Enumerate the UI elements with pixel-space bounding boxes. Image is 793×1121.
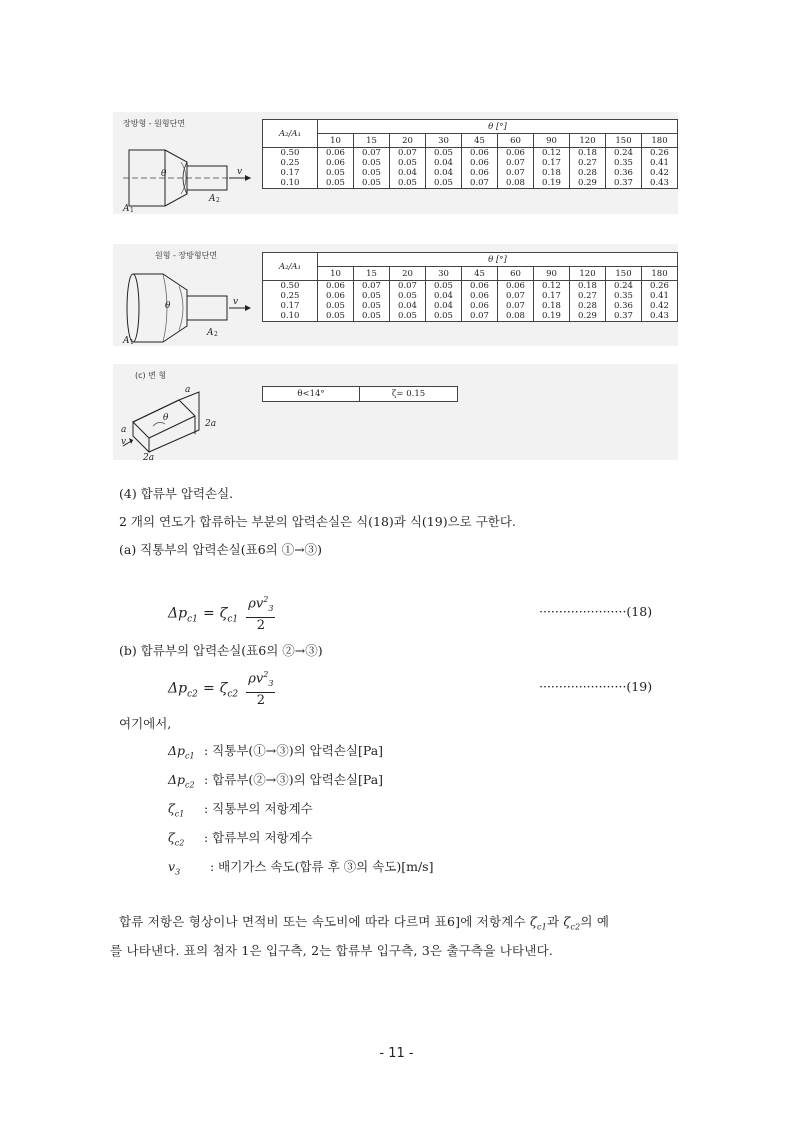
velocity-label: v — [233, 297, 239, 307]
velocity-label: v — [121, 437, 127, 447]
value-cell: 0.29 — [570, 178, 606, 189]
angle-cell: 60 — [498, 134, 534, 148]
angle-cell: 45 — [462, 134, 498, 148]
angle-cell: 90 — [534, 267, 570, 281]
ratio-cell: 0.25 — [263, 158, 318, 168]
value-cell: 0.08 — [498, 178, 534, 189]
round-to-rect-transition-diagram — [121, 264, 261, 344]
value-cell: 0.24 — [606, 148, 642, 159]
dimension-a-left: a — [121, 425, 127, 435]
value-cell: 0.35 — [606, 291, 642, 301]
svg-text:2: 2 — [216, 197, 220, 204]
rect-to-round-transition-diagram — [121, 132, 261, 212]
page-number: - 11 - — [379, 1046, 414, 1061]
angle-cell: 150 — [606, 267, 642, 281]
value-cell: 0.04 — [390, 301, 426, 311]
area-a1-label: A — [123, 336, 130, 344]
angle-cell: 180 — [642, 267, 678, 281]
value-cell: 0.37 — [606, 311, 642, 322]
value-cell: 0.07 — [498, 158, 534, 168]
dimension-2a-bottom: 2a — [143, 453, 155, 460]
svg-text:2: 2 — [214, 331, 218, 338]
value-cell: 0.06 — [498, 281, 534, 292]
value-cell: 0.19 — [534, 178, 570, 189]
value-cell: 0.07 — [390, 148, 426, 159]
value-cell: 0.05 — [354, 178, 390, 189]
value-cell: 0.06 — [318, 281, 354, 292]
value-cell: 0.28 — [570, 301, 606, 311]
value-cell: 0.06 — [462, 301, 498, 311]
angle-row — [263, 267, 678, 281]
value-cell: 0.27 — [570, 291, 606, 301]
value-cell: 0.04 — [426, 158, 462, 168]
definition-row: $\Delta p_{c1}$ : 직통부(①→③)의 압력손실[Pa] — [168, 743, 384, 761]
angle-row — [263, 134, 678, 148]
offset-duct-diagram — [119, 382, 229, 460]
value-cell: 0.05 — [354, 168, 390, 178]
value-cell: 0.42 — [642, 168, 678, 178]
value-cell: 0.07 — [462, 311, 498, 322]
theta-label: θ — [165, 301, 171, 311]
value-cell: 0.08 — [498, 311, 534, 322]
theta-header: θ [°] — [318, 120, 678, 134]
angle-cell: 10 — [318, 134, 354, 148]
angle-cell: 120 — [570, 267, 606, 281]
ratio-header: A₂/A₁ — [263, 120, 318, 148]
section-heading-4: (4) 합류부 압력손실. — [119, 486, 234, 501]
table-row — [263, 178, 678, 189]
equation-19: $\Delta p_{c2} = \zeta_{c2}$ $\frac{\rho v^2_3}{2}$ — [168, 667, 275, 709]
value-cell: 0.07 — [498, 291, 534, 301]
area-a2-label: A — [209, 194, 216, 204]
value-cell: 0.05 — [354, 158, 390, 168]
value-cell: 0.43 — [642, 311, 678, 322]
dimension-a-top: a — [185, 385, 191, 395]
equation-18: $\Delta p_{c1} = \zeta_{c1}$ $\frac{\rho v^2_3}{2}$ — [168, 592, 275, 634]
loss-coefficient-table-1 — [262, 119, 678, 189]
value-cell: 0.07 — [354, 281, 390, 292]
table-row — [263, 311, 678, 322]
value-cell: 0.05 — [426, 311, 462, 322]
value-cell: 0.29 — [570, 311, 606, 322]
value-cell: 0.05 — [390, 178, 426, 189]
value-cell: 0.36 — [606, 301, 642, 311]
value-cell: 0.06 — [318, 291, 354, 301]
zeta-value-cell: ζ= 0.15 — [360, 387, 458, 402]
theta-label: θ — [161, 169, 167, 179]
value-cell: 0.04 — [426, 168, 462, 178]
value-cell: 0.04 — [426, 291, 462, 301]
angle-cell: 45 — [462, 267, 498, 281]
svg-text:1: 1 — [130, 339, 134, 344]
value-cell: 0.43 — [642, 178, 678, 189]
paragraph-line-2: 를 나타낸다. 표의 첨자 1은 입구측, 2는 합류부 입구측, 3은 출구측을 나타낸다. — [110, 943, 554, 958]
area-a1-label: A — [123, 204, 130, 212]
loss-coefficient-table-2 — [262, 252, 678, 322]
value-cell: 0.18 — [570, 281, 606, 292]
value-cell: 0.05 — [390, 291, 426, 301]
value-cell: 0.06 — [462, 158, 498, 168]
value-cell: 0.05 — [390, 158, 426, 168]
angle-cell: 60 — [498, 267, 534, 281]
value-cell: 0.12 — [534, 281, 570, 292]
equation-19-number: ······················(19) — [539, 679, 653, 694]
value-cell: 0.24 — [606, 281, 642, 292]
value-cell: 0.17 — [534, 291, 570, 301]
value-cell: 0.05 — [318, 168, 354, 178]
theta-label: θ — [163, 413, 169, 423]
value-cell: 0.05 — [354, 301, 390, 311]
value-cell: 0.18 — [570, 148, 606, 159]
angle-cell: 30 — [426, 134, 462, 148]
figure-panel-3 — [113, 364, 678, 460]
value-cell: 0.12 — [534, 148, 570, 159]
value-cell: 0.17 — [534, 158, 570, 168]
angle-cell: 20 — [390, 134, 426, 148]
value-cell: 0.04 — [390, 168, 426, 178]
value-cell: 0.18 — [534, 301, 570, 311]
angle-cell: 15 — [354, 134, 390, 148]
theta-header: θ [°] — [318, 253, 678, 267]
ratio-cell: 0.10 — [263, 311, 318, 322]
table-row — [263, 291, 678, 301]
paragraph-line-1: 합류 저항은 형상이나 면적비 또는 속도비에 따라 다르며 표6]에 저항계수 $\zeta_{c1}$과 $\zeta_{c2}$의 예 — [119, 914, 610, 932]
angle-cell: 120 — [570, 134, 606, 148]
equation-18-number: ······················(18) — [539, 604, 653, 619]
figure-title: 장방형 - 원형단면 — [123, 119, 186, 128]
ratio-cell: 0.50 — [263, 281, 318, 292]
definition-row: $\zeta_{c2}$ : 합류부의 저항계수 — [168, 830, 313, 848]
value-cell: 0.06 — [462, 148, 498, 159]
value-cell: 0.35 — [606, 158, 642, 168]
where-label: 여기에서, — [119, 716, 172, 731]
ratio-cell: 0.25 — [263, 291, 318, 301]
value-cell: 0.06 — [318, 148, 354, 159]
value-cell: 0.06 — [498, 148, 534, 159]
value-cell: 0.07 — [462, 178, 498, 189]
value-cell: 0.05 — [426, 178, 462, 189]
value-cell: 0.42 — [642, 301, 678, 311]
value-cell: 0.04 — [426, 301, 462, 311]
angle-cell: 180 — [642, 134, 678, 148]
value-cell: 0.05 — [426, 148, 462, 159]
intro-sentence: 2 개의 연도가 합류하는 부분의 압력손실은 식(18)과 식(19)으로 구한다. — [119, 514, 516, 529]
dimension-2a-right: 2a — [205, 419, 217, 429]
value-cell: 0.26 — [642, 281, 678, 292]
value-cell: 0.41 — [642, 158, 678, 168]
table-row — [263, 148, 678, 159]
ratio-header: A₂/A₁ — [263, 253, 318, 281]
value-cell: 0.06 — [318, 158, 354, 168]
value-cell: 0.05 — [318, 301, 354, 311]
value-cell: 0.41 — [642, 291, 678, 301]
value-cell: 0.07 — [498, 168, 534, 178]
angle-cell: 90 — [534, 134, 570, 148]
angle-cell: 30 — [426, 267, 462, 281]
ratio-cell: 0.17 — [263, 168, 318, 178]
velocity-label: v — [237, 167, 243, 177]
svg-text:1: 1 — [130, 207, 134, 212]
value-cell: 0.07 — [354, 148, 390, 159]
ratio-cell: 0.17 — [263, 301, 318, 311]
value-cell: 0.37 — [606, 178, 642, 189]
value-cell: 0.19 — [534, 311, 570, 322]
value-cell: 0.06 — [462, 291, 498, 301]
figure-title: 원형 - 장방형단면 — [155, 251, 218, 260]
angle-condition-cell: θ<14° — [263, 387, 360, 402]
value-cell: 0.26 — [642, 148, 678, 159]
ratio-cell: 0.50 — [263, 148, 318, 159]
ratio-cell: 0.10 — [263, 178, 318, 189]
subsection-a: (a) 직통부의 압력손실(표6의 ①→③) — [119, 542, 323, 557]
table-row — [263, 281, 678, 292]
value-cell: 0.05 — [354, 311, 390, 322]
value-cell: 0.28 — [570, 168, 606, 178]
area-a2-label: A — [207, 328, 214, 338]
definition-row: $v_3$ : 배기가스 속도(합류 후 ③의 속도)[m/s] — [168, 859, 434, 877]
value-cell: 0.36 — [606, 168, 642, 178]
table-row — [263, 158, 678, 168]
value-cell: 0.07 — [498, 301, 534, 311]
table-row — [263, 301, 678, 311]
value-cell: 0.05 — [426, 281, 462, 292]
value-cell: 0.05 — [318, 311, 354, 322]
value-cell: 0.06 — [462, 168, 498, 178]
definition-row: $\Delta p_{c2}$ : 합류부(②→③)의 압력손실[Pa] — [168, 772, 384, 790]
subsection-b: (b) 합류부의 압력손실(표6의 ②→③) — [119, 643, 323, 658]
value-cell: 0.05 — [390, 311, 426, 322]
value-cell: 0.18 — [534, 168, 570, 178]
angle-cell: 20 — [390, 267, 426, 281]
value-cell: 0.07 — [390, 281, 426, 292]
table-row — [263, 168, 678, 178]
value-cell: 0.27 — [570, 158, 606, 168]
angle-cell: 10 — [318, 267, 354, 281]
value-cell: 0.05 — [354, 291, 390, 301]
angle-cell: 15 — [354, 267, 390, 281]
value-cell: 0.05 — [318, 178, 354, 189]
definition-row: $\zeta_{c1}$ : 직통부의 저항계수 — [168, 801, 313, 819]
offset-coefficient-table — [262, 386, 458, 402]
figure-title: (c) 변 형 — [135, 371, 167, 380]
angle-cell: 150 — [606, 134, 642, 148]
value-cell: 0.06 — [462, 281, 498, 292]
